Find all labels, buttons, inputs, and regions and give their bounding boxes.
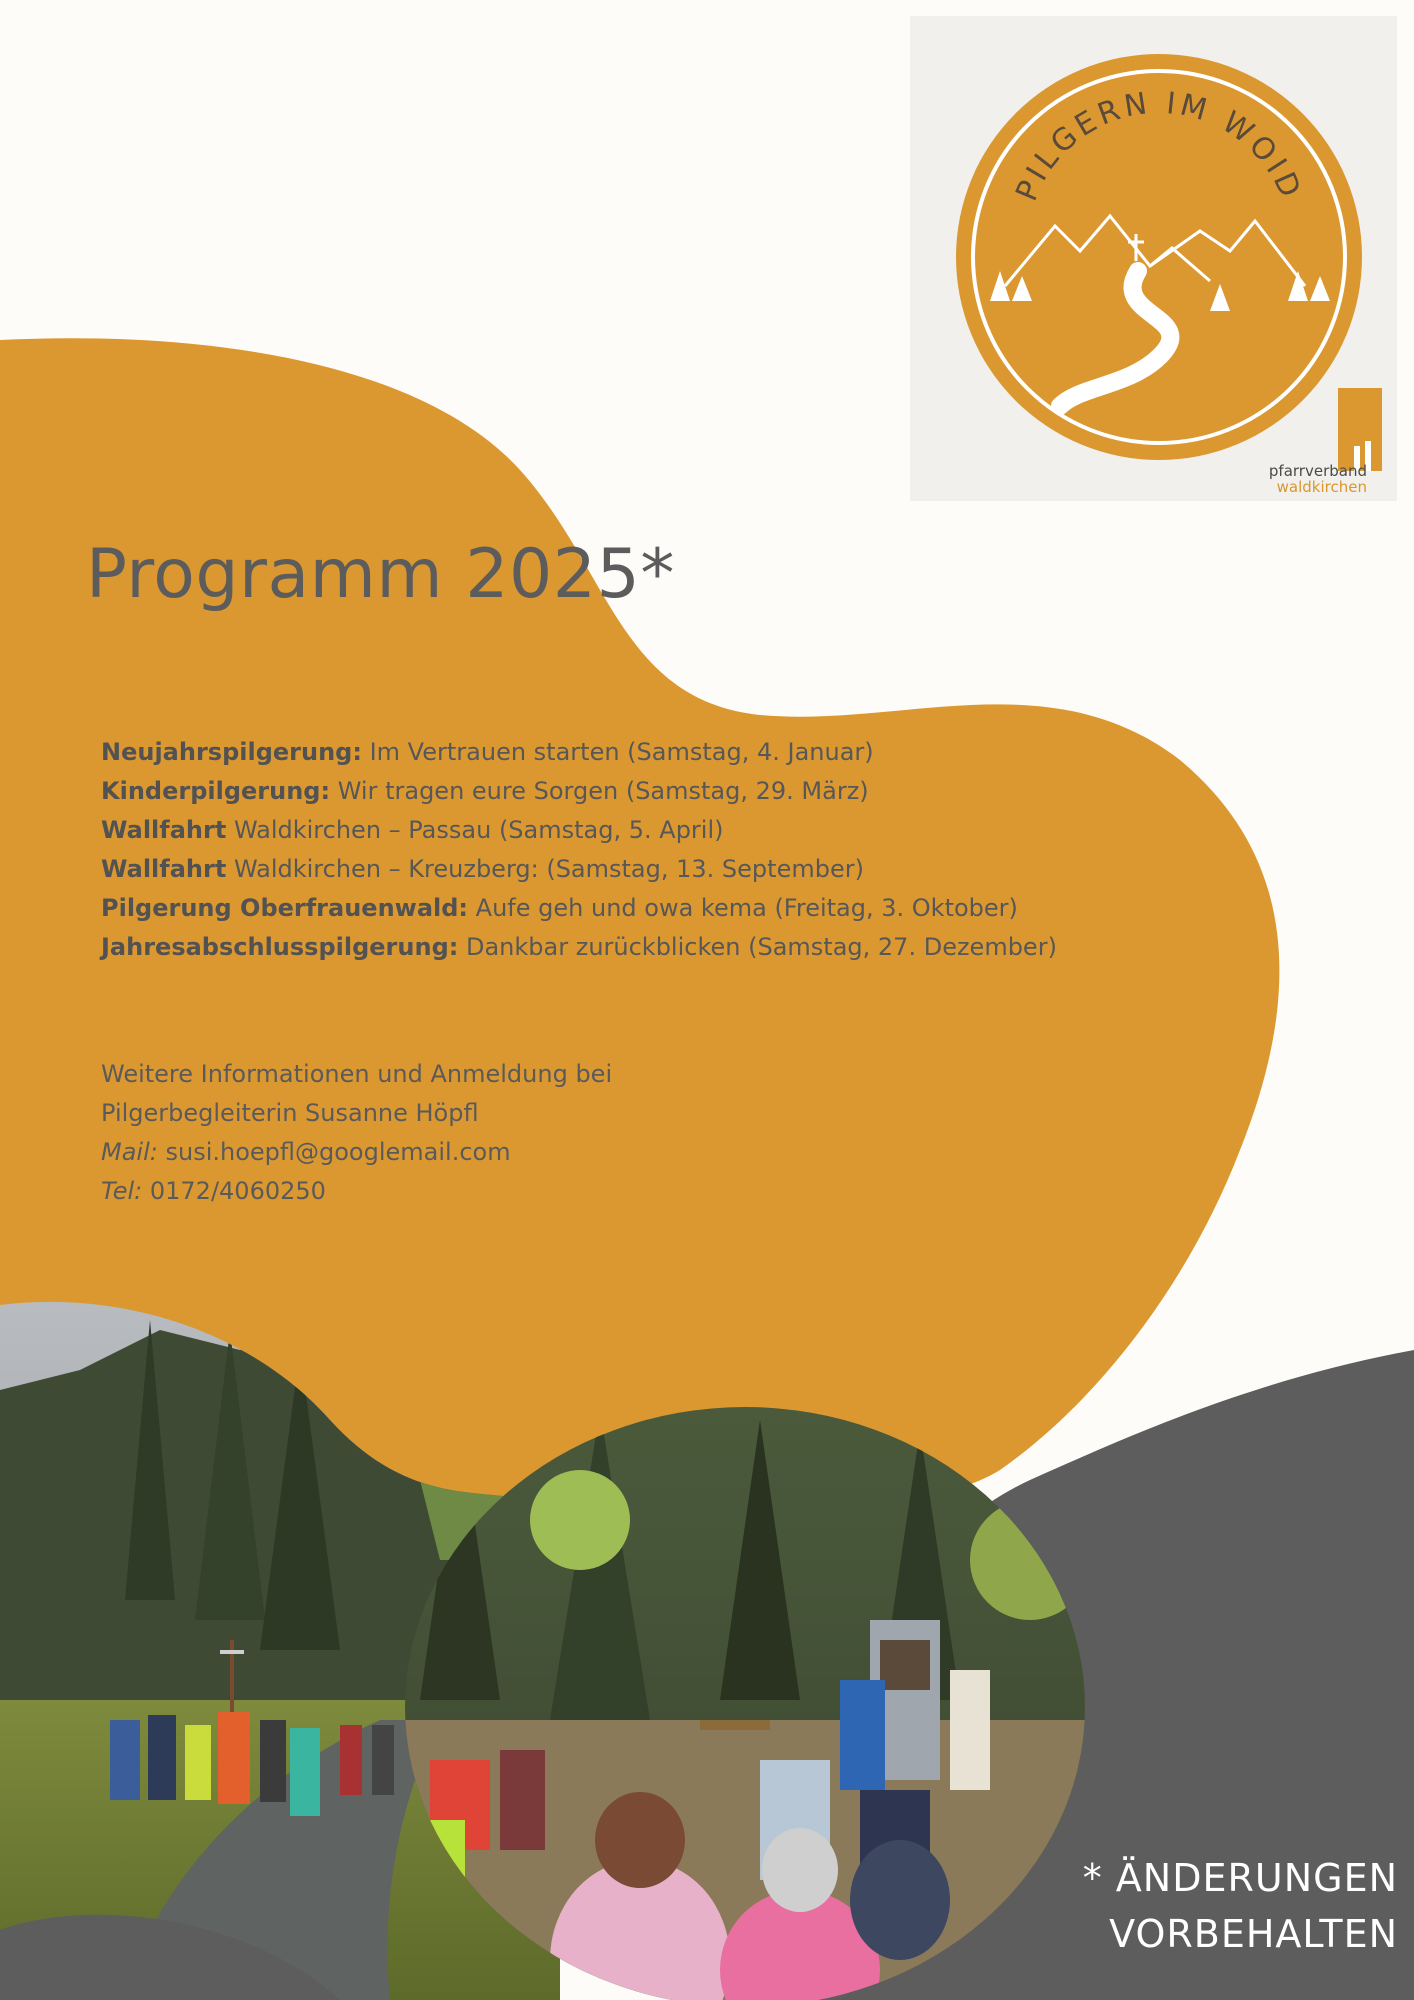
- note-line1: * ÄNDERUNGEN: [1082, 1856, 1398, 1900]
- contact-mail-row: [101, 1133, 612, 1172]
- program-item: [101, 772, 1057, 811]
- note-line2: VORBEHALTEN: [1109, 1912, 1398, 1956]
- program-item: [101, 889, 1057, 928]
- logo-card: [910, 16, 1397, 501]
- program-item: [101, 850, 1057, 889]
- program-item-desc: Aufe geh und owa kema (Freitag, 3. Oktober): [475, 894, 1018, 922]
- parish-association-name: [1269, 463, 1367, 495]
- contact-tel-row: [101, 1172, 612, 1211]
- contact-block: [101, 1055, 612, 1211]
- program-item-name: Kinderpilgerung:: [101, 777, 331, 805]
- program-item-name: Neujahrspilgerung:: [101, 738, 362, 766]
- program-item-name: Pilgerung Oberfrauenwald:: [101, 894, 469, 922]
- program-item-name: Wallfahrt: [101, 855, 227, 883]
- program-item-desc: Waldkirchen – Passau (Samstag, 5. April): [233, 816, 724, 844]
- program-item-name: Wallfahrt: [101, 816, 227, 844]
- contact-intro: Weitere Informationen und Anmeldung bei: [101, 1060, 613, 1088]
- program-item-desc: Dankbar zurückblicken (Samstag, 27. Dezember): [465, 933, 1057, 961]
- contact-person: Pilgerbegleiterin Susanne Höpfl: [101, 1099, 479, 1127]
- program-item-desc: Waldkirchen – Kreuzberg: (Samstag, 13. September): [233, 855, 864, 883]
- phone-number[interactable]: 0172/4060250: [149, 1177, 326, 1205]
- mail-label: Mail:: [101, 1138, 158, 1166]
- logo-arc-text: PILGERN IM WOID: [1009, 85, 1309, 207]
- program-item-desc: Wir tragen eure Sorgen (Samstag, 29. März): [337, 777, 869, 805]
- program-item: [101, 928, 1057, 967]
- program-item: [101, 733, 1057, 772]
- mail-address[interactable]: susi.hoepfl@googlemail.com: [165, 1138, 511, 1166]
- program-item: [101, 811, 1057, 850]
- org-line2: waldkirchen: [1276, 478, 1367, 496]
- program-item-name: Jahresabschlusspilgerung:: [101, 933, 459, 961]
- program-item-desc: Im Vertrauen starten (Samstag, 4. Januar): [369, 738, 874, 766]
- program-list: [101, 733, 1057, 967]
- org-line1: pfarrverband: [1268, 462, 1367, 480]
- pilgrim-logo: [910, 16, 1397, 501]
- page-title: Programm 2025*: [86, 535, 675, 614]
- changes-reserved-note: [1083, 1850, 1398, 1962]
- tel-label: Tel:: [101, 1177, 143, 1205]
